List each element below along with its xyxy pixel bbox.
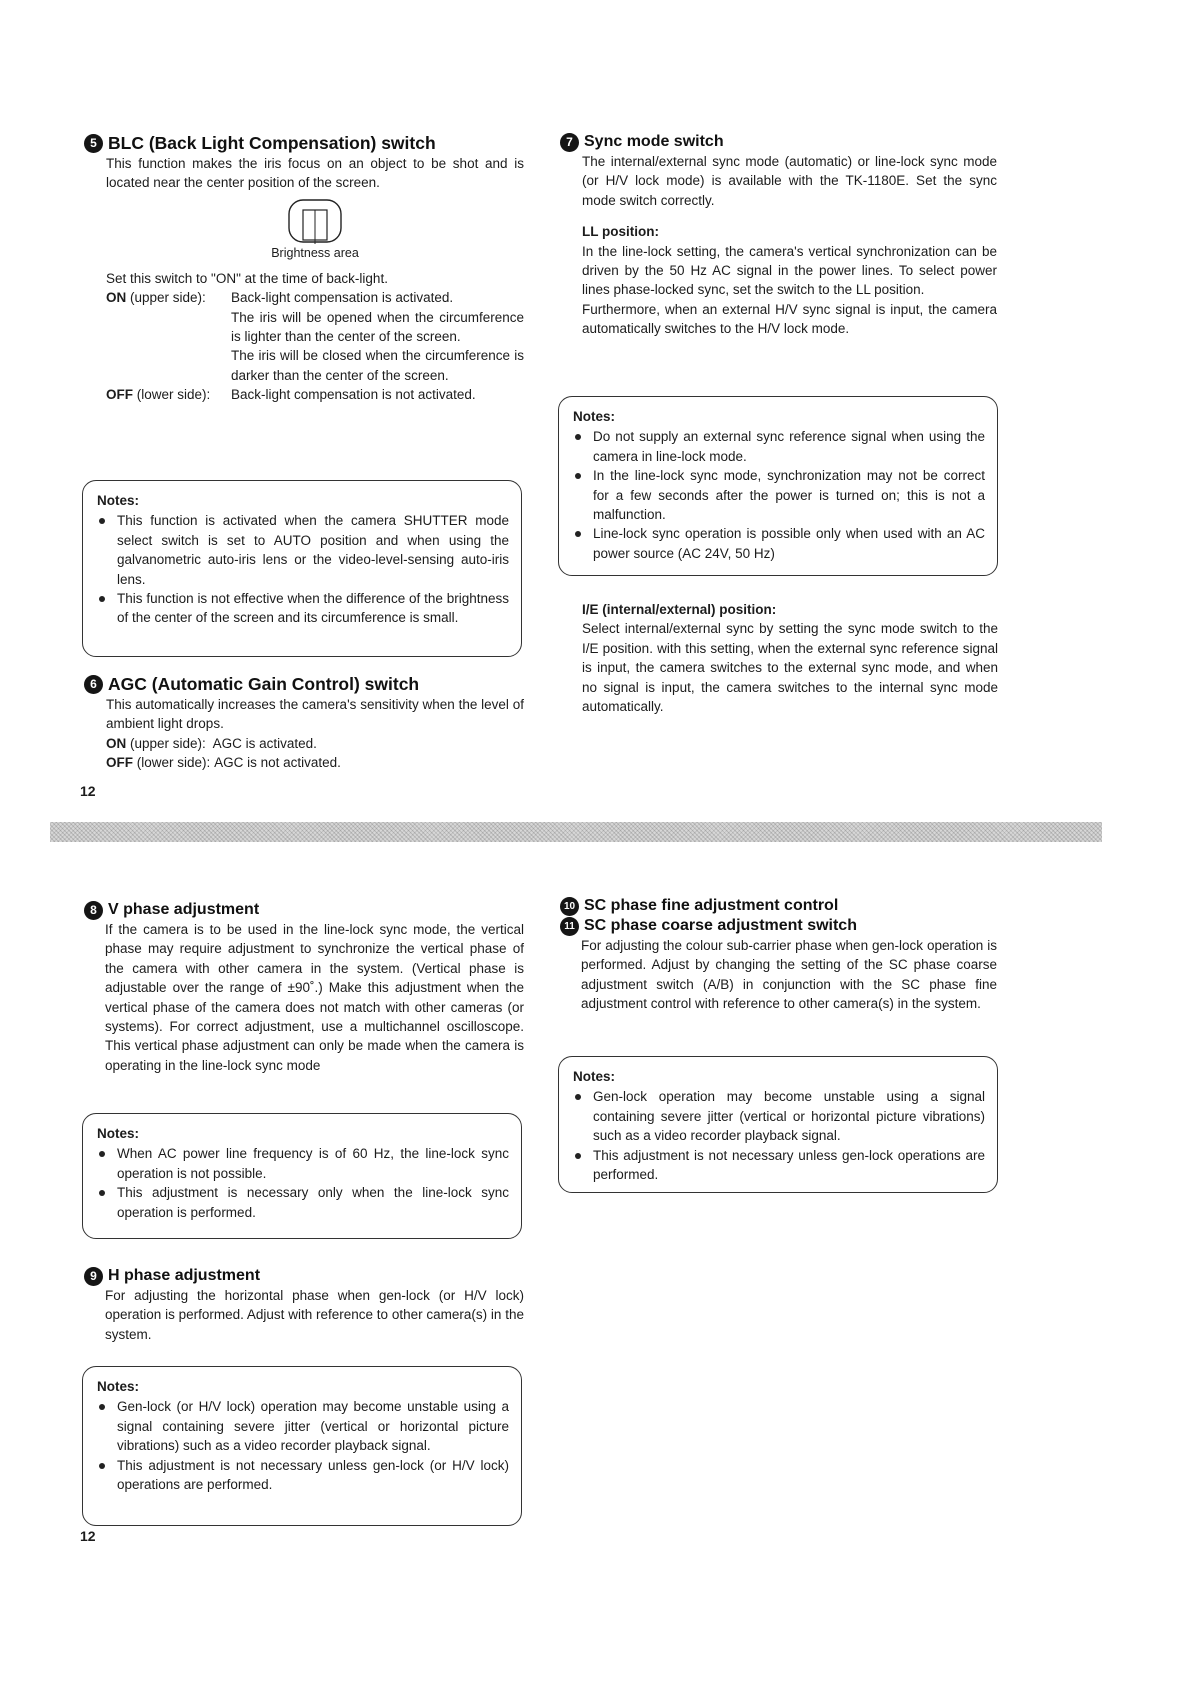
section-number-badge: 10 [560, 897, 579, 916]
sync-title: Sync mode switch [584, 133, 724, 150]
notes-title: Notes: [573, 409, 616, 424]
ie-section [582, 600, 998, 716]
section-number-badge: 11 [560, 917, 579, 936]
off-label: OFF [106, 387, 133, 403]
blc-on-row [106, 288, 524, 385]
note-item: When AC power line frequency is of 60 Hz, the line-lock sync operation is not possible. [97, 1144, 509, 1183]
note-item: Gen-lock (or H/V lock) operation may become unstable using a signal containing severe jitter (vertical or horizontal picture vibrations) such as a video recorder playback signal. [97, 1397, 509, 1455]
brightness-area-diagram [275, 197, 355, 245]
brightness-area-figure [106, 197, 524, 261]
sync-heading [560, 132, 997, 152]
ie-heading: I/E (internal/external) position: [582, 602, 777, 617]
agc-off-text: AGC is not activated. [214, 755, 341, 771]
on-text-1: Back-light compensation is activated. [231, 290, 454, 306]
notes-title: Notes: [97, 1126, 140, 1141]
sync-notes-list [573, 427, 985, 563]
section-number-badge: 7 [560, 133, 579, 152]
page-divider [50, 822, 1102, 842]
hphase-heading [84, 1266, 524, 1286]
note-item: Line-lock sync operation is possible only when used with an AC power source (AC 24V, 50 Hz) [573, 524, 985, 563]
hphase-section [84, 1266, 524, 1344]
sc-fine-title: SC phase fine adjustment control [584, 897, 839, 914]
figure-caption: Brightness area [271, 245, 359, 260]
vphase-title: V phase adjustment [108, 901, 260, 918]
off-text: Back-light compensation is not activated. [231, 387, 476, 403]
on-label: ON [106, 290, 127, 306]
notes-title: Notes: [97, 493, 140, 508]
hphase-notes-list [97, 1397, 509, 1494]
agc-heading [84, 673, 524, 695]
hphase-text: For adjusting the horizontal phase when gen-lock (or H/V lock) operation is performed. Adjust with reference to other camera(s) in the system. [105, 1288, 524, 1342]
page-number-top: 12 [80, 783, 96, 799]
notes-title: Notes: [97, 1379, 140, 1394]
off-side: (lower side): [136, 387, 211, 403]
section-number-badge: 6 [84, 675, 103, 694]
ie-text: Select internal/external sync by setting the sync mode switch to the I/E position. with this setting, when the external sync reference signal is input, the camera switches to the external sync mode, and when no signal is input, the camera switches to the internal sync mode automatically. [582, 621, 998, 715]
sc-notes-box [558, 1056, 998, 1193]
note-item: This adjustment is necessary only when the line-lock sync operation is performed. [97, 1183, 509, 1222]
note-item: Do not supply an external sync reference signal when using the camera in line-lock mode. [573, 427, 985, 466]
section-number-badge: 5 [84, 134, 103, 153]
note-item: This adjustment is not necessary unless gen-lock operations are performed. [573, 1146, 985, 1185]
hphase-notes-box [82, 1366, 522, 1526]
on-side: (upper side): [130, 290, 206, 306]
blc-off-row [106, 385, 524, 404]
note-item: This function is activated when the camera SHUTTER mode select switch is set to AUTO position and when using the galvanometric auto-iris lens or the video-level-sensing auto-iris lens. [97, 511, 509, 589]
vphase-notes-box [82, 1113, 522, 1239]
note-item: Gen-lock operation may become unstable using a signal containing severe jitter (vertical or horizontal picture vibrations) such as a video recorder playback signal. [573, 1087, 985, 1145]
agc-on-row [106, 734, 524, 753]
sync-section [560, 132, 997, 339]
on-label: ON [106, 735, 127, 751]
sc-fine-heading [560, 896, 997, 916]
ll-heading: LL position: [582, 224, 659, 240]
blc-section [84, 132, 524, 405]
agc-on-text: AGC is activated. [212, 735, 317, 751]
blc-set-text: Set this switch to "ON" at the time of back-light. [106, 270, 388, 286]
sc-coarse-title: SC phase coarse adjustment switch [584, 917, 857, 934]
vphase-section [84, 900, 524, 1075]
off-side: (lower side): [136, 755, 211, 771]
blc-notes-box [82, 480, 522, 657]
sync-intro: The internal/external sync mode (automatic) or line-lock sync mode (or H/V lock mode) is available with the TK-1180E. Set the sync mode switch correctly. [582, 154, 997, 208]
vphase-heading [84, 900, 524, 920]
blc-title: BLC (Back Light Compensation) switch [108, 133, 436, 153]
sync-notes-box [558, 396, 998, 576]
sc-text: For adjusting the colour sub-carrier phase when gen-lock operation is performed. Adjust by changing the setting of the SC phase coarse adjustment switch (A/B) in conjunction with the SC phase fine adjustment control with reference to other camera(s) in the system. [581, 938, 997, 1012]
sc-notes-list [573, 1087, 985, 1184]
agc-section [84, 673, 524, 773]
on-text-3: The iris will be closed when the circumference is darker than the center of the screen. [231, 348, 524, 383]
off-label: OFF [106, 755, 133, 771]
agc-intro: This automatically increases the camera's sensitivity when the level of ambient light drops. [106, 697, 524, 732]
agc-off-row [106, 753, 524, 772]
notes-title: Notes: [573, 1069, 616, 1084]
on-side: (upper side): [130, 735, 206, 751]
hphase-title: H phase adjustment [108, 1267, 261, 1284]
ll-text-2: Furthermore, when an external H/V sync signal is input, the camera automatically switches to the H/V lock mode. [582, 301, 997, 337]
sc-section [560, 896, 997, 1014]
note-item: In the line-lock sync mode, synchronization may not be correct for a few seconds after the power is turned on; this is not a malfunction. [573, 466, 985, 524]
vphase-text: If the camera is to be used in the line-lock sync mode, the vertical phase may require adjustment to synchronize the vertical phase of the camera with other camera in the system. (Vertical phase is adjustable over the range of ±90˚.) Make this adjustment when the vertical phase of the camera does not match with other cameras (or systems). For correct adjustment, use a multichannel oscilloscope. This vertical phase adjustment can only be made when the camera is operating in the line-lock sync mode [105, 922, 524, 1073]
ll-text-1: In the line-lock setting, the camera's vertical synchronization can be driven by the 50 Hz AC signal in the power lines. To select power lines phase-locked sync, set the switch to the LL position. [582, 243, 997, 298]
sc-coarse-heading [560, 916, 997, 936]
agc-title: AGC (Automatic Gain Control) switch [108, 674, 420, 694]
blc-intro: This function makes the iris focus on an object to be shot and is located near the center position of the screen. [106, 156, 524, 191]
blc-heading [84, 132, 524, 154]
vphase-notes-list [97, 1144, 509, 1222]
note-item: This function is not effective when the difference of the brightness of the center of the screen and its circumference is small. [97, 589, 509, 628]
blc-notes-list [97, 511, 509, 627]
section-number-badge: 8 [84, 901, 103, 920]
page-number-bottom: 12 [80, 1528, 96, 1544]
on-text-2: The iris will be opened when the circumference is lighter than the center of the screen. [231, 309, 524, 345]
note-item: This adjustment is not necessary unless gen-lock (or H/V lock) operations are performed. [97, 1456, 509, 1495]
section-number-badge: 9 [84, 1267, 103, 1286]
